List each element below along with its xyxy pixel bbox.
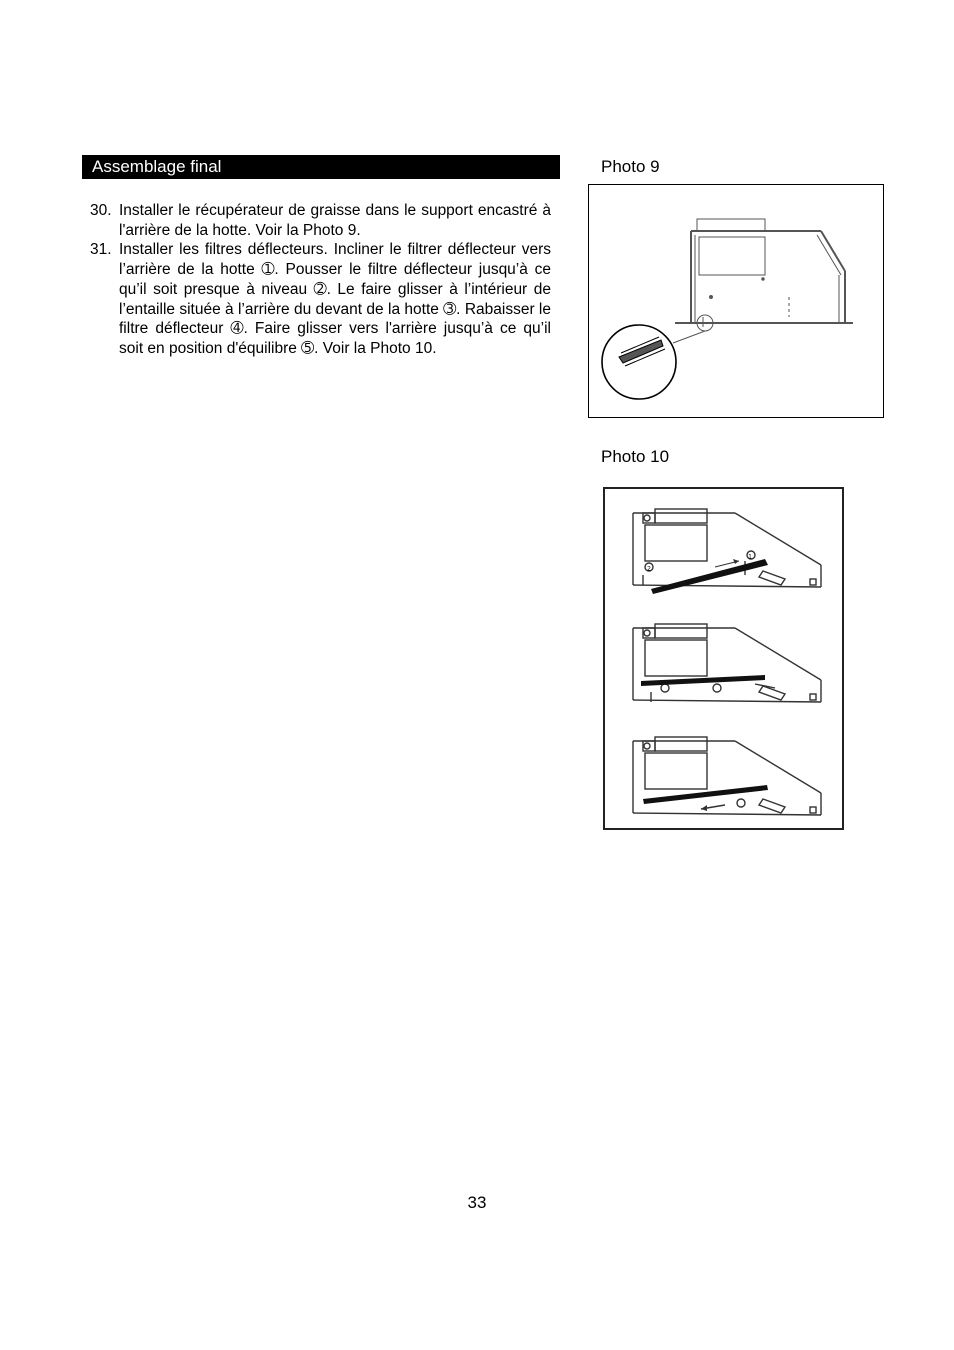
- photo-10-label: Photo 10: [601, 447, 670, 466]
- page-number: 33: [467, 1193, 487, 1212]
- photo-9-figure: [588, 184, 884, 418]
- range-hood-side-illustration: [589, 185, 883, 417]
- step-text: Installer le récupérateur de graisse dans le support encastré à l'arrière de la hotte. Voir la Photo 9.: [119, 202, 551, 239]
- deflector-filter-installation-illustration: [605, 489, 842, 828]
- step-31: [90, 240, 551, 358]
- section-header: [82, 155, 560, 179]
- step-30: [90, 201, 551, 240]
- photo-10-figure: [603, 487, 844, 830]
- photo-9-label: Photo 9: [601, 157, 660, 176]
- section-title: Assemblage final: [92, 157, 222, 176]
- instruction-list: [90, 201, 551, 359]
- photo-10-marker-1: 1: [748, 553, 752, 561]
- step-text: Installer les filtres déflecteurs. Incliner le filtrer déflecteur vers l’arrière de la hotte ➀. Pousser le filtre déflecteur jusqu’à ce qu’il soit presque à niveau ➁. Le faire glisser à l’intérieur de l’entaille située à l’arrière du devant de la hotte ➂. Rabaisser le filtre déflecteur ➃. Faire glisser vers l'arrière jusqu’à ce qu’il soit en position d'équilibre ➄. Voir la Photo 10.: [119, 241, 551, 357]
- step-number: 30.: [90, 202, 112, 219]
- photo-10-marker-2: 2: [647, 565, 651, 573]
- step-number: 31.: [90, 241, 112, 259]
